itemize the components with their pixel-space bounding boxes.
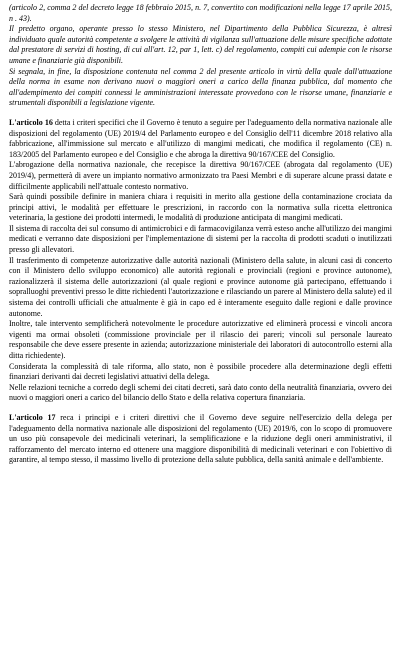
body-paragraph-2: Sarà quindi possibile definire in maniera chiara i requisiti in merito alla gestione della contaminazione crociata da principi attivi, le modalità per effettuare le prescrizioni, in raccordo con la normativa sulla ricetta elettronica veterinaria, la gestione dei prodotti intermedi, le modalità di produzione anticipata di mangimi medicati. [9,192,392,223]
article-16-paragraph [9,118,392,160]
body-paragraph-6: Considerata la complessità di tale riforma, allo stato, non è possibile procedere alla determinazione degli effetti finanziari derivanti dai decreti legislativi attuativi della delega. [9,361,392,382]
italic-paragraph-2: Il predetto organo, operante presso lo stesso Ministero, nel Dipartimento della Pubblica Sicurezza, è altresì individuato quale autorità competente a svolgere le attività di vigilanza sull'attuazione delle misure specifiche adottate dal prestatore di servizi di hosting, di cui all'art. 12, par 1, lett. c) del regolamento, compiti cui adempie con le risorse umane e finanziarie già disponibili. [9,24,392,65]
article-17-text: reca i principi e i criteri direttivi che il Governo deve seguire nell'esercizio della delega per l'adeguamento della normativa nazionale alle disposizioni del regolamento (UE) 2019/6, con lo scopo di promuovere un uso più consapevole dei medicinali veterinari, la semplificazione e la riduzione degli oneri amministrativi, il rafforzamento del mercato interno ed ottenere una maggiore disponibilità di medicinali veterinari e con l'obiettivo di garantire, al tempo stesso, il massimo livello di protezione della salute pubblica, della sanità animale e dell'ambiente. [9,412,392,465]
article-17-paragraph [9,413,392,466]
paragraph-gap [9,404,392,413]
article-16-text: detta i criteri specifici che il Governo è tenuto a seguire per l'adeguamento della normativa nazionale alle disposizioni del regolamento (UE) 2019/4 del Parlamento europeo e del Consiglio dell'11 dicembre 2018 relativo alla fabbricazione, all'immissione sul mercato e all'utilizzo di mangimi medicati, che modifica il regolamento (CE) n. 183/2005 del Parlamento europeo e del Consiglio e che abroga la direttiva 90/167/CEE del Consiglio. [9,117,393,159]
italic-paragraph-1: (articolo 2, comma 2 del decreto legge 18 febbraio 2015, n. 7, convertito con modificazioni nella legge 17 aprile 2015, n . 43). [9,3,392,23]
body-paragraph-1: L'abrogazione della normativa nazionale, che recepisce la direttiva 90/167/CEE (abrogata dal regolamento (UE) 2019/4), permetterà di avere un impianto normativo armonizzato tra Paesi Membri e di superare alcune prassi datate e difficilmente applicabili nell'attuale contesto normativo. [9,160,392,191]
italic-block [9,3,392,109]
article-16-heading: L'articolo 16 [9,117,53,127]
body-paragraph-3: Il sistema di raccolta dei sul consumo di antimicrobici e di farmacovigilanza verrà esteso anche all'utilizzo dei mangimi medicati e verranno date disposizioni per l'implementazione di sistemi per la raccolta di prodotti scaduti o inutilizzati presso gli allevatori. [9,223,392,255]
body-paragraph-5: Inoltre, tale intervento semplificherà notevolmente le procedure autorizzative ed eliminerà processi e vincoli ancora vigenti ma ormai obsoleti (commissione provinciale per il rilascio dei pareri; vincoli sul personale laureato responsabile che deve essere presente in azienda; autorizzazione ministeriale dei laboratori di autocontrollo esterni alla ditta richiedente). [9,319,392,360]
paragraph-gap [9,109,392,118]
article-17-heading: L'articolo 17 [9,412,56,422]
italic-paragraph-3: Si segnala, in fine, la disposizione contenuta nel comma 2 del presente articolo in virtù della quale dall'attuazione della norma in esame non derivano nuovi o maggiori oneri a carico della finanza pubblica, dal momento che all'adempimento dei compiti connessi le amministrazioni interessate provvedono con le risorse umane, finanziarie e strumentali disponibili a legislazione vigente. [9,66,392,108]
document-page [9,3,392,466]
body-paragraph-7: Nelle relazioni tecniche a corredo degli schemi dei citati decreti, sarà dato conto della neutralità finanziaria, ovvero dei nuovi o maggiori oneri a carico del bilancio dello Stato e della relativa copertura finanziaria. [9,382,392,403]
body-paragraph-4: Il trasferimento di competenze autorizzative dalle autorità nazionali (Ministero della salute, in alcuni casi di concerto con il Ministero dello sviluppo economico) alle autorità regionali e provinciali (regioni e province autonome), razionalizzerà il sistema delle autorizzazioni (al quale regioni e province autonome già partecipano, effettuando i sopralluoghi preventivi presso le ditte richiedenti l'autorizzazione e rilasciando un parere al Ministero della salute) ed il sistema dei controlli ufficiali che attualmente è già in capo ed è interamente eseguito dalle regioni e dalle province autonome. [9,255,392,318]
